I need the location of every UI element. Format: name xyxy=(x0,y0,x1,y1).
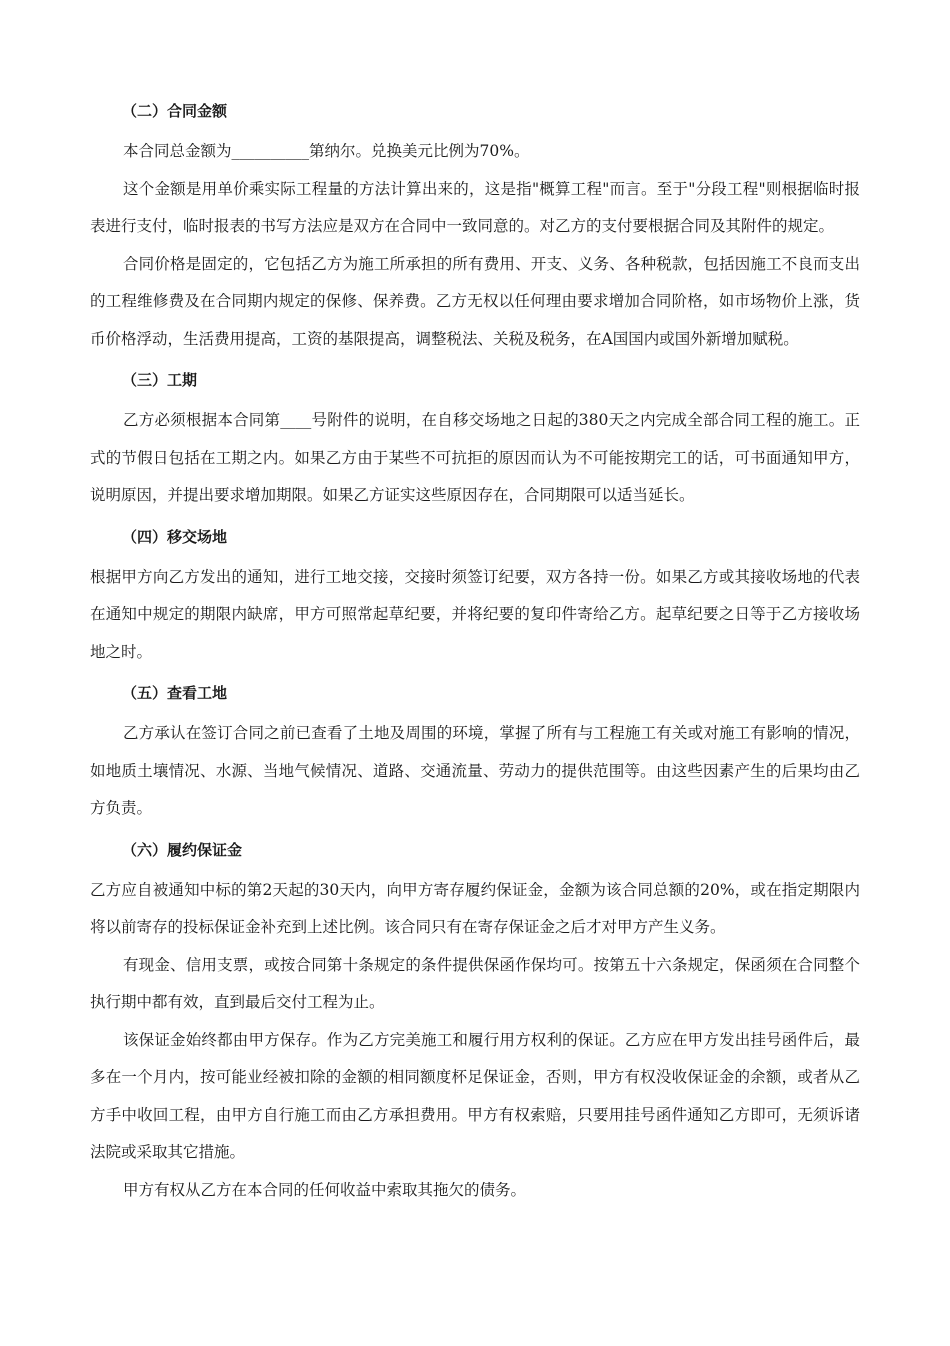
paragraph: 乙方必须根据本合同第____号附件的说明，在自移交场地之日起的380天之内完成全部合同工程的施工。正式的节假日包括在工期之内。如果乙方由于某些不可抗拒的原因而认为不可能按期完工的话，可书面通知甲方，说明原因，并提出要求增加期限。如果乙方证实这些原因存在，合同期限可以适当延长。 xyxy=(90,411,860,504)
paragraph: 该保证金始终都由甲方保存。作为乙方完美施工和履行用方权利的保证。乙方应在甲方发出挂号函件后，最多在一个月内，按可能业经被扣除的金额的相同额度杯足保证金，否则，甲方有权没收保证金的余额，或者从乙方手中收回工程，由甲方自行施工而由乙方承担费用。甲方有权索赔，只要用挂号函件通知乙方即可，无须诉诸法院或采取其它措施。 xyxy=(90,1030,860,1161)
paragraph: 这个金额是用单价乘实际工程量的方法计算出来的，这是指"概算工程"而言。至于"分段工程"则根据临时报表进行支付，临时报表的书写方法应是双方在合同中一致同意的。对乙方的支付要根据合同及其附件的规定。 xyxy=(90,179,860,235)
section-heading-site-inspection: （五）查看工地 xyxy=(122,684,228,702)
paragraph: 乙方承认在签订合同之前已查看了土地及周围的环境，掌握了所有与工程施工有关或对施工有影响的情况，如地质土壤情况、水源、当地气候情况、道路、交通流量、劳动力的提供范围等。由这些因素产生的后果均由乙方负责。 xyxy=(90,724,860,817)
paragraph: 本合同总金额为__________第纳尔。兑换美元比例为70%。 xyxy=(123,142,530,160)
document-body xyxy=(90,96,860,1209)
section-heading-duration: （三）工期 xyxy=(122,371,198,389)
section-heading-contract-amount: （二）合同金额 xyxy=(122,102,228,120)
paragraph: 合同价格是固定的，它包括乙方为施工所承担的所有费用、开支、义务、各种税款，包括因施工不良而支出的工程维修费及在合同期内规定的保修、保养费。乙方无权以任何理由要求增加合同阶格，如市场物价上涨，货币价格浮动，生活费用提高，工资的基限提高，调整税法、关税及税务，在A国国内或国外新增加赋税。 xyxy=(90,254,860,348)
paragraph: 有现金、信用支票，或按合同第十条规定的条件提供保函作保均可。按第五十六条规定，保函须在合同整个执行期中都有效，直到最后交付工程为止。 xyxy=(90,955,860,1011)
paragraph: 根据甲方向乙方发出的通知，进行工地交接，交接时须签订纪要，双方各持一份。如果乙方或其接收场地的代表在通知中规定的期限内缺席，甲方可照常起草纪要，并将纪要的复印件寄给乙方。起草纪要之日等于乙方接收场地之时。 xyxy=(90,567,860,661)
section-heading-performance-bond: （六）履约保证金 xyxy=(122,840,243,859)
paragraph: 甲方有权从乙方在本合同的任何收益中索取其拖欠的债务。 xyxy=(123,1180,527,1199)
paragraph: 乙方应自被通知中标的第2天起的30天内，向甲方寄存履约保证金，金额为该合同总额的20%，或在指定期限内将以前寄存的投标保证金补充到上述比例。该合同只有在寄存保证金之后才对甲方产生义务。 xyxy=(90,880,860,936)
section-heading-site-handover: （四）移交场地 xyxy=(122,527,228,546)
